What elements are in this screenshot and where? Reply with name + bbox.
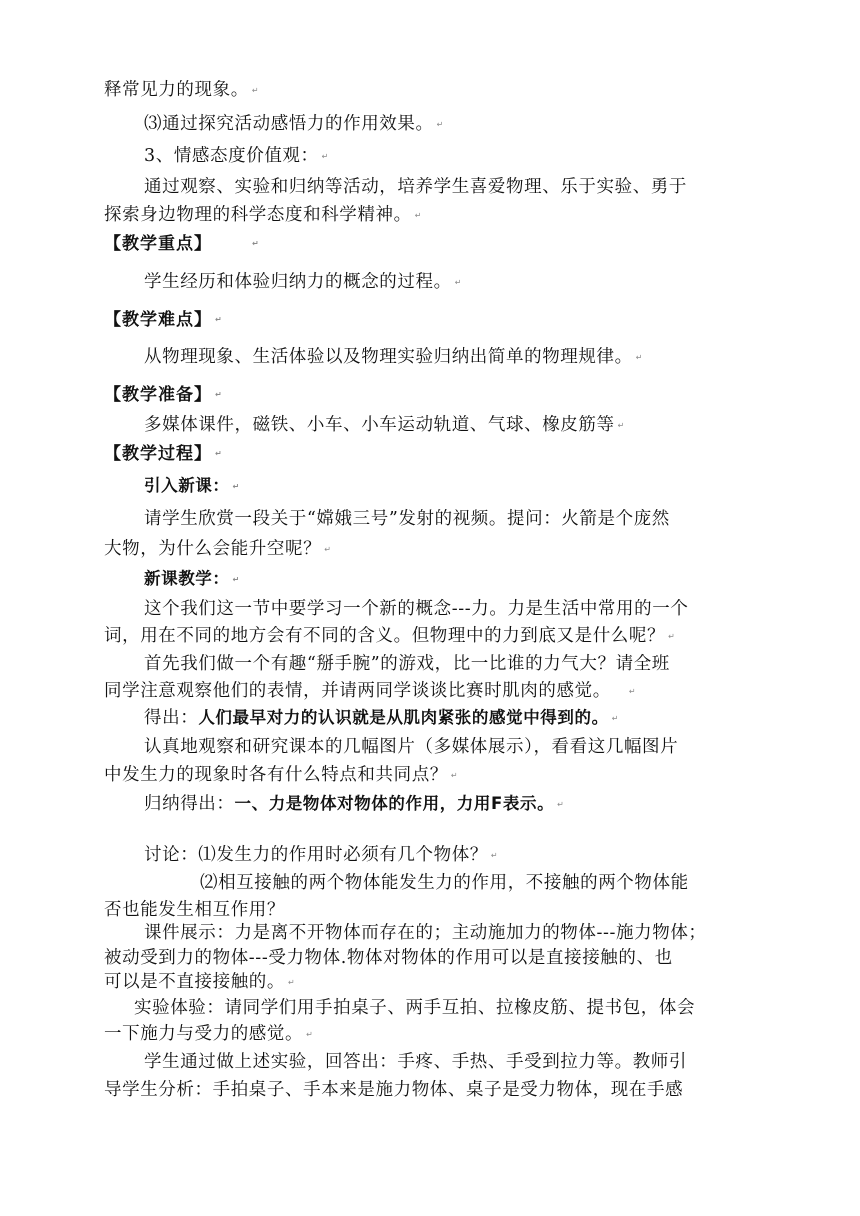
text-line: 大物，为什么会能升空呢？ ↵ [104, 539, 332, 559]
text-line: 认真地观察和研究课本的几幅图片（多媒体展示），看看这几幅图片 [144, 737, 679, 757]
text-line: 学生通过做上述实验，回答出：手疼、手热、手受到拉力等。教师引 [144, 1052, 687, 1072]
paragraph-mark-icon: ↵ [635, 352, 644, 362]
text-line: 3、情感态度价值观： ↵ [144, 146, 329, 166]
text-line: 从物理现象、生活体验以及物理实验归纳出简单的物理规律。 ↵ [144, 347, 644, 367]
paragraph-mark-icon: ↵ [288, 977, 296, 987]
text-line: 否也能发生相互作用？ [104, 900, 285, 920]
text-line: 实验体验：请同学们用手拍桌子、两手互拍、拉橡皮筋、提书包，体会 [134, 998, 696, 1018]
paragraph-mark-icon: ↵ [436, 119, 444, 129]
text-line: 词，用在不同的地方会有不同的含义。但物理中的力到底又是什么呢？ ↵ [104, 626, 676, 646]
text-line: 探索身边物理的科学态度和科学精神。 ↵ [104, 205, 423, 225]
paragraph-mark-icon: ↵ [668, 631, 676, 641]
section-heading: 【教学重点】 ↵ [104, 234, 260, 254]
text-line: 被动受到力的物体---受力物体.物体对物体的作用可以是直接接触的、也 [104, 948, 673, 968]
text-line: 归纳得出：一、力是物体对物体的作用，力用F表示。 ↵ [144, 794, 565, 814]
text-line: 讨论：⑴发生力的作用时必须有几个物体？ ↵ [144, 845, 499, 865]
paragraph-mark-icon: ↵ [617, 420, 625, 430]
text-line: 通过观察、实验和归纳等活动，培养学生喜爱物理、乐于实验、勇于 [144, 177, 687, 197]
paragraph-mark-icon: ↵ [450, 770, 459, 780]
paragraph-mark-icon: ↵ [321, 151, 329, 161]
text-line: 首先我们做一个有趣“掰手腕”的游戏，比一比谁的力气大？请全班 [144, 654, 670, 674]
paragraph-mark-icon: ↵ [306, 1029, 314, 1039]
text-line: 导学生分析：手拍桌子、手本来是施力物体、桌子是受力物体，现在手感 [104, 1080, 684, 1100]
text-line: 可以是不直接接触的。 ↵ [104, 972, 296, 992]
paragraph-mark-icon: ↵ [215, 390, 223, 399]
text-line: 中发生力的现象时各有什么特点和共同点？ ↵ [104, 765, 459, 785]
bold-conclusion: 一、力是物体对物体的作用，力用F表示。 [234, 794, 555, 813]
text-line: 得出：人们最早对力的认识就是从肌肉紧张的感觉中得到的。 ↵ [144, 708, 620, 728]
text-line: ⑵相互接触的两个物体能发生力的作用，不接触的两个物体能 [200, 873, 689, 893]
paragraph-mark-icon: ↵ [215, 449, 223, 458]
paragraph-mark-icon: ↵ [324, 544, 332, 554]
bold-conclusion: 人们最早对力的认识就是从肌肉紧张的感觉中得到的。 [198, 708, 609, 727]
paragraph-mark-icon: ↵ [252, 239, 260, 248]
text-line: ⑶通过探究活动感悟力的作用效果。 ↵ [144, 114, 444, 134]
paragraph-mark-icon: ↵ [232, 574, 240, 584]
text-line: 课件展示：力是离不开物体而存在的；主动施加力的物体---施力物体； [144, 923, 707, 943]
section-heading: 【教学难点】 ↵ [104, 310, 223, 330]
text-line: 学生经历和体验归纳力的概念的过程。 ↵ [144, 272, 463, 292]
text-line: 这个我们这一节中要学习一个新的概念---力。力是生活中常用的一个 [144, 599, 689, 619]
subheading: 引入新课： ↵ [144, 476, 240, 495]
text-line: 一下施力与受力的感觉。 ↵ [104, 1024, 314, 1044]
paragraph-mark-icon: ↵ [490, 850, 499, 860]
paragraph-mark-icon: ↵ [628, 686, 637, 696]
paragraph-mark-icon: ↵ [557, 799, 565, 809]
paragraph-mark-icon: ↵ [251, 85, 260, 95]
paragraph-mark-icon: ↵ [232, 481, 240, 491]
paragraph-mark-icon: ↵ [414, 210, 423, 220]
section-heading: 【教学准备】 ↵ [104, 385, 223, 405]
text-line: 释常见力的现象。 ↵ [104, 80, 260, 100]
text-line: 请学生欣赏一段关于“嫦娥三号”发射的视频。提问：火箭是个庞然 [144, 509, 670, 529]
text-line: 多媒体课件，磁铁、小车、小车运动轨道、气球、橡皮筋等 ↵ [144, 415, 625, 435]
paragraph-mark-icon: ↵ [611, 713, 620, 723]
paragraph-mark-icon: ↵ [454, 277, 463, 287]
paragraph-mark-icon: ↵ [215, 315, 223, 324]
subheading: 新课教学： ↵ [144, 569, 240, 588]
text-line: 同学注意观察他们的表情，并请两同学谈谈比赛时肌肉的感觉。 ↵ [104, 681, 637, 701]
section-heading: 【教学过程】 ↵ [104, 444, 223, 464]
